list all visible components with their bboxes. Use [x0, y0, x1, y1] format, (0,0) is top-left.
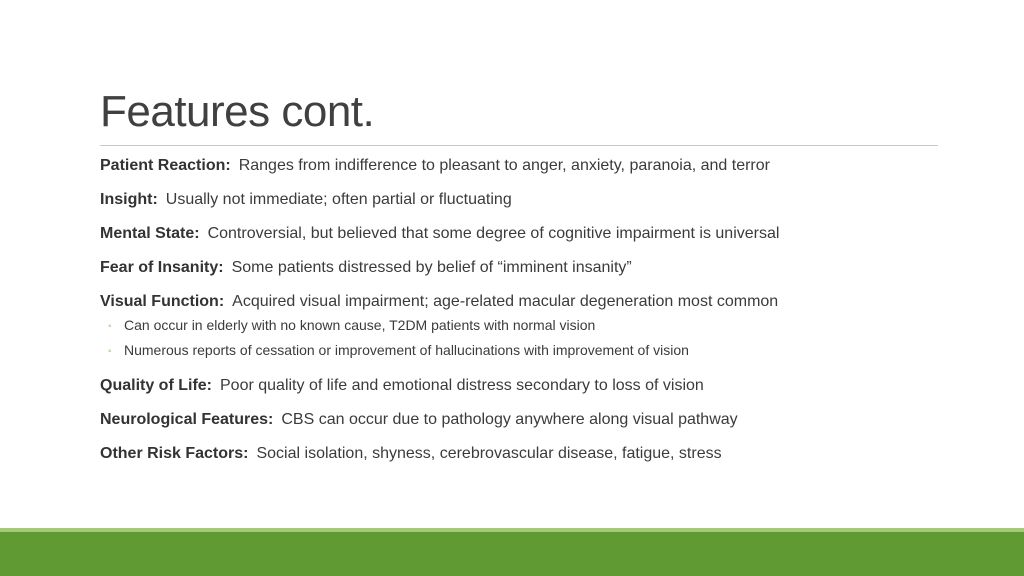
slide-title: Features cont.: [100, 87, 375, 136]
footer-accent-band: [0, 532, 1024, 576]
item-label: Quality of Life:: [100, 377, 212, 394]
item-label: Visual Function:: [100, 293, 225, 310]
item-text: Usually not immediate; often partial or fluctuating: [165, 191, 512, 208]
list-item-neurological-features: [100, 409, 940, 431]
item-text: CBS can occur due to pathology anywhere along visual pathway: [281, 411, 738, 428]
item-label: Other Risk Factors:: [100, 445, 249, 462]
item-label: Insight:: [100, 191, 158, 208]
list-item-quality-of-life: [100, 375, 940, 397]
list-item-visual-function: [100, 291, 940, 313]
item-text: Some patients distressed by belief of “imminent insanity”: [231, 259, 632, 276]
sub-list-item: [100, 315, 940, 337]
list-item-patient-reaction: [100, 155, 940, 177]
sub-list-item: [100, 340, 940, 362]
item-text: Controversial, but believed that some degree of cognitive impairment is universal: [207, 225, 780, 242]
hollow-bullet-icon: ◦: [108, 346, 112, 357]
hollow-bullet-icon: ◦: [108, 321, 112, 332]
list-item-other-risk-factors: [100, 443, 940, 465]
item-text: Poor quality of life and emotional distress secondary to loss of vision: [220, 377, 704, 394]
item-label: Mental State:: [100, 225, 200, 242]
item-text: Ranges from indifference to pleasant to anger, anxiety, paranoia, and terror: [238, 157, 770, 174]
list-item-mental-state: [100, 223, 940, 245]
item-label: Fear of Insanity:: [100, 259, 224, 276]
item-label: Neurological Features:: [100, 411, 274, 428]
item-text: Acquired visual impairment; age-related macular degeneration most common: [232, 293, 779, 310]
list-item-fear-of-insanity: [100, 257, 940, 279]
item-label: Patient Reaction:: [100, 157, 231, 174]
slide-content: [100, 155, 940, 465]
item-text: Social isolation, shyness, cerebrovascular disease, fatigue, stress: [256, 445, 722, 462]
sub-item-text: Numerous reports of cessation or improvement of hallucinations with improvement of vision: [124, 342, 689, 358]
list-item-insight: [100, 189, 940, 211]
sub-item-text: Can occur in elderly with no known cause, T2DM patients with normal vision: [124, 317, 596, 333]
title-divider: [100, 145, 938, 146]
